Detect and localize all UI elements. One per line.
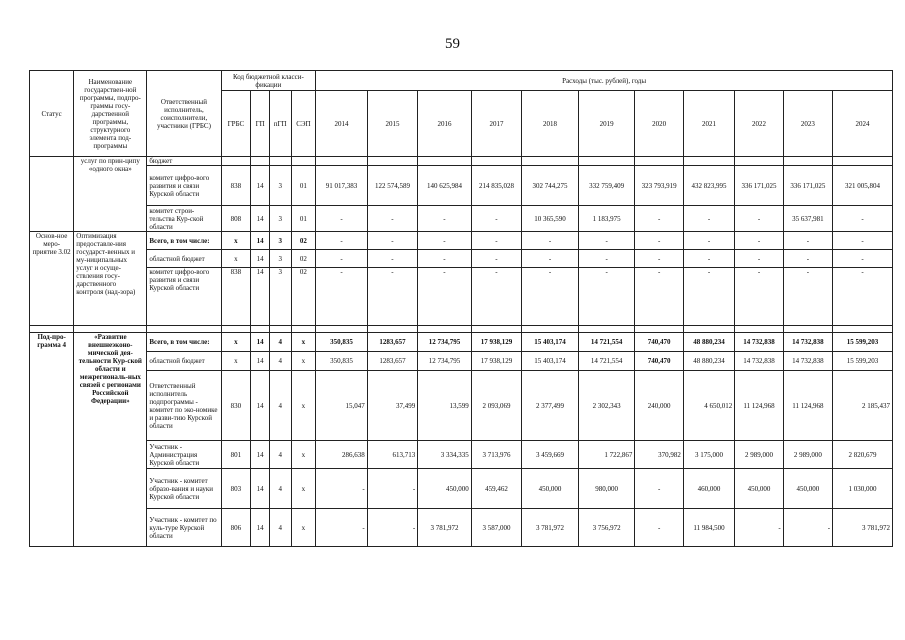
executor-cell: областной бюджет — [147, 250, 221, 268]
pgp-cell: 3 — [269, 232, 291, 250]
header-grbs: ГРБС — [221, 91, 251, 157]
value-cell: 332 759,409 — [578, 166, 635, 206]
name-cell: Оптимизация предоставле-ния государст-венных и му-ниципальных услуг и осуще-ствления госу-дарственного контроля (над-зора) — [74, 232, 147, 326]
grbs-cell: 838 — [221, 166, 251, 206]
value-cell: - — [635, 469, 683, 509]
sep-cell: x — [291, 333, 316, 352]
header-year: 2014 — [316, 91, 367, 157]
name-cell: услуг по прин-ципу «одного окна» — [74, 157, 147, 232]
value-cell: 459,462 — [471, 469, 521, 509]
value-cell: 91 017,383 — [316, 166, 367, 206]
header-year: 2020 — [635, 91, 683, 157]
value-cell: - — [735, 232, 783, 250]
value-cell — [471, 157, 521, 166]
value-cell: - — [367, 232, 417, 250]
value-cell: 15 599,203 — [833, 333, 893, 352]
value-cell: 302 744,275 — [522, 166, 579, 206]
value-cell: 14 721,554 — [578, 352, 635, 371]
header-year: 2021 — [683, 91, 734, 157]
value-cell: 2 989,000 — [783, 441, 832, 469]
page-number: 59 — [445, 36, 460, 52]
header-gp: ГП — [251, 91, 270, 157]
value-cell — [783, 157, 832, 166]
header-year: 2015 — [367, 91, 417, 157]
value-cell: 15 599,203 — [833, 352, 893, 371]
value-cell: - — [367, 268, 417, 326]
status-cell: Под-про-грамма 4 — [30, 333, 74, 547]
value-cell: 14 732,838 — [735, 352, 783, 371]
value-cell: - — [833, 268, 893, 326]
value-cell: 613,713 — [367, 441, 417, 469]
value-cell: - — [635, 206, 683, 232]
value-cell: 460,000 — [683, 469, 734, 509]
value-cell: 740,470 — [635, 352, 683, 371]
grbs-cell — [221, 157, 251, 166]
value-cell — [418, 157, 472, 166]
sep-cell: x — [291, 509, 316, 547]
separator-row — [30, 326, 893, 333]
gp-cell: 14 — [251, 441, 270, 469]
value-cell: 12 734,795 — [418, 352, 472, 371]
pgp-cell: 3 — [269, 166, 291, 206]
value-cell: - — [783, 509, 832, 547]
value-cell: 432 823,995 — [683, 166, 734, 206]
header-executor: Ответственный исполнитель, соисполнители, участники (ГРБС) — [147, 71, 221, 157]
gp-cell: 14 — [251, 352, 270, 371]
value-cell: 1283,657 — [367, 352, 417, 371]
sep-cell: x — [291, 371, 316, 441]
value-cell: - — [683, 206, 734, 232]
value-cell: - — [635, 232, 683, 250]
value-cell: - — [316, 268, 367, 326]
value-cell: 740,470 — [635, 333, 683, 352]
sep-cell: 01 — [291, 206, 316, 232]
value-cell: - — [683, 268, 734, 326]
header-pgp: пГП — [269, 91, 291, 157]
grbs-cell: x — [221, 352, 251, 371]
value-cell: - — [367, 206, 417, 232]
value-cell: - — [367, 469, 417, 509]
value-cell: 2 302,343 — [578, 371, 635, 441]
table-row — [30, 157, 893, 166]
value-cell: 37,499 — [367, 371, 417, 441]
value-cell: - — [683, 232, 734, 250]
header-status: Статус — [30, 71, 74, 157]
value-cell: 1 722,867 — [578, 441, 635, 469]
value-cell: 15,047 — [316, 371, 367, 441]
table-row — [30, 250, 893, 268]
value-cell: 140 625,984 — [418, 166, 472, 206]
value-cell: 3 781,972 — [418, 509, 472, 547]
value-cell: 1 030,000 — [833, 469, 893, 509]
grbs-cell: x — [221, 232, 251, 250]
value-cell: - — [783, 268, 832, 326]
value-cell: 2 989,000 — [735, 441, 783, 469]
value-cell: - — [471, 232, 521, 250]
value-cell: 1283,657 — [367, 333, 417, 352]
pgp-cell: 3 — [269, 206, 291, 232]
value-cell: 336 171,025 — [783, 166, 832, 206]
value-cell: 3 175,000 — [683, 441, 734, 469]
pgp-cell — [269, 157, 291, 166]
value-cell: 4 650,012 — [683, 371, 734, 441]
value-cell: - — [522, 268, 579, 326]
value-cell: - — [316, 250, 367, 268]
executor-cell: комитет цифро-вого развития и связи Курской области — [147, 268, 221, 326]
header-year: 2024 — [833, 91, 893, 157]
value-cell: 450,000 — [522, 469, 579, 509]
executor-cell: Участник - Администрация Курской области — [147, 441, 221, 469]
value-cell — [367, 157, 417, 166]
sep-cell: 02 — [291, 250, 316, 268]
value-cell: 12 734,795 — [418, 333, 472, 352]
value-cell — [578, 157, 635, 166]
status-cell: Основ-ное меро-приятие 3.02 — [30, 232, 74, 326]
header-year: 2023 — [783, 91, 832, 157]
value-cell: - — [316, 206, 367, 232]
executor-cell: бюджет — [147, 157, 221, 166]
value-cell: 3 587,000 — [471, 509, 521, 547]
value-cell: 35 637,981 — [783, 206, 832, 232]
grbs-cell: 803 — [221, 469, 251, 509]
gp-cell: 14 — [251, 469, 270, 509]
table-row — [30, 206, 893, 232]
value-cell: - — [316, 232, 367, 250]
sep-cell: x — [291, 352, 316, 371]
table-row — [30, 166, 893, 206]
gp-cell: 14 — [251, 232, 270, 250]
value-cell: 240,000 — [635, 371, 683, 441]
value-cell: 15 403,174 — [522, 352, 579, 371]
table-row — [30, 441, 893, 469]
value-cell: 11 124,968 — [735, 371, 783, 441]
value-cell: 17 938,129 — [471, 352, 521, 371]
grbs-cell: x — [221, 250, 251, 268]
sep-cell: 01 — [291, 166, 316, 206]
gp-cell: 14 — [251, 268, 270, 326]
sep-cell: x — [291, 441, 316, 469]
value-cell — [683, 157, 734, 166]
value-cell: 11 984,500 — [683, 509, 734, 547]
gp-cell: 14 — [251, 250, 270, 268]
value-cell: 3 459,669 — [522, 441, 579, 469]
value-cell: - — [471, 250, 521, 268]
value-cell — [735, 157, 783, 166]
header-year: 2022 — [735, 91, 783, 157]
value-cell: 3 781,972 — [833, 509, 893, 547]
value-cell: - — [833, 206, 893, 232]
value-cell: 122 574,589 — [367, 166, 417, 206]
value-cell: 3 781,972 — [522, 509, 579, 547]
value-cell: - — [683, 250, 734, 268]
grbs-cell: 801 — [221, 441, 251, 469]
value-cell: 14 732,838 — [783, 333, 832, 352]
budget-table — [29, 70, 893, 547]
value-cell: 214 835,028 — [471, 166, 521, 206]
value-cell: - — [735, 268, 783, 326]
value-cell: - — [578, 232, 635, 250]
value-cell: 11 124,968 — [783, 371, 832, 441]
sep-cell: 02 — [291, 268, 316, 326]
grbs-cell: 806 — [221, 509, 251, 547]
value-cell: 2 185,437 — [833, 371, 893, 441]
gp-cell: 14 — [251, 166, 270, 206]
pgp-cell: 4 — [269, 352, 291, 371]
value-cell: 13,599 — [418, 371, 472, 441]
value-cell: - — [735, 250, 783, 268]
header-row-1 — [30, 71, 893, 91]
header-expenses-group: Расходы (тыс. рублей), годы — [316, 71, 893, 91]
executor-cell: комитет строи-тельства Кур-ской области — [147, 206, 221, 232]
sep-cell: x — [291, 469, 316, 509]
gp-cell: 14 — [251, 206, 270, 232]
value-cell: 2 093,069 — [471, 371, 521, 441]
name-cell: «Развитие внешнеэконо-мической дея-тельности Кур-ской области и межрегиональ-ных связей с регионами Российской Федерации» — [74, 333, 147, 547]
value-cell: 323 793,919 — [635, 166, 683, 206]
executor-cell: комитет цифро-вого развития и связи Курской области — [147, 166, 221, 206]
value-cell: - — [783, 232, 832, 250]
value-cell: - — [833, 250, 893, 268]
value-cell: 14 732,838 — [783, 352, 832, 371]
value-cell — [522, 157, 579, 166]
table-row — [30, 509, 893, 547]
executor-cell: Участник - комитет по куль-туре Курской области — [147, 509, 221, 547]
value-cell: - — [316, 509, 367, 547]
value-cell: - — [735, 509, 783, 547]
gp-cell — [251, 157, 270, 166]
table-row — [30, 333, 893, 352]
header-sep: СЭП — [291, 91, 316, 157]
executor-cell: Участник - комитет образо-вания и науки Курской области — [147, 469, 221, 509]
pgp-cell: 4 — [269, 441, 291, 469]
value-cell — [833, 157, 893, 166]
pgp-cell: 4 — [269, 333, 291, 352]
executor-cell: Ответственный исполнитель подпрограммы - комитет по эко-номике и разви-тию Курской области — [147, 371, 221, 441]
gp-cell: 14 — [251, 371, 270, 441]
executor-cell: областной бюджет — [147, 352, 221, 371]
value-cell: 10 365,590 — [522, 206, 579, 232]
value-cell: 370,982 — [635, 441, 683, 469]
value-cell: 350,835 — [316, 352, 367, 371]
value-cell: 2 377,499 — [522, 371, 579, 441]
value-cell: 48 880,234 — [683, 333, 734, 352]
value-cell: 286,638 — [316, 441, 367, 469]
header-code-group: Код бюджетной класси-фикации — [221, 71, 316, 91]
grbs-cell: 830 — [221, 371, 251, 441]
table-row — [30, 232, 893, 250]
sep-cell — [291, 157, 316, 166]
value-cell: - — [367, 250, 417, 268]
pgp-cell: 3 — [269, 250, 291, 268]
value-cell: 321 005,804 — [833, 166, 893, 206]
value-cell: - — [418, 268, 472, 326]
value-cell: - — [783, 250, 832, 268]
sep-cell: 02 — [291, 232, 316, 250]
pgp-cell: 4 — [269, 469, 291, 509]
pgp-cell: 4 — [269, 371, 291, 441]
value-cell: - — [833, 232, 893, 250]
value-cell: - — [578, 268, 635, 326]
value-cell — [316, 157, 367, 166]
value-cell: 336 171,025 — [735, 166, 783, 206]
value-cell: - — [735, 206, 783, 232]
table-row — [30, 352, 893, 371]
value-cell: - — [635, 509, 683, 547]
pgp-cell: 4 — [269, 509, 291, 547]
executor-cell: Всего, в том числе: — [147, 333, 221, 352]
value-cell: - — [578, 250, 635, 268]
value-cell: 14 732,838 — [735, 333, 783, 352]
value-cell — [635, 157, 683, 166]
value-cell: 450,000 — [735, 469, 783, 509]
header-year: 2019 — [578, 91, 635, 157]
value-cell: - — [635, 250, 683, 268]
status-cell — [30, 157, 74, 232]
value-cell: - — [418, 232, 472, 250]
value-cell: 450,000 — [418, 469, 472, 509]
header-name: Наименование государствен-ной программы, подпро-граммы госу-дарственной программы, структурного элемента под-программы — [74, 71, 147, 157]
value-cell: 17 938,129 — [471, 333, 521, 352]
value-cell: - — [316, 469, 367, 509]
value-cell: - — [471, 206, 521, 232]
header-year: 2016 — [418, 91, 472, 157]
value-cell: 1 183,975 — [578, 206, 635, 232]
value-cell: 48 880,234 — [683, 352, 734, 371]
value-cell: 980,000 — [578, 469, 635, 509]
value-cell: 15 403,174 — [522, 333, 579, 352]
gp-cell: 14 — [251, 509, 270, 547]
value-cell: 3 756,972 — [578, 509, 635, 547]
grbs-cell: 808 — [221, 206, 251, 232]
grbs-cell: 838 — [221, 268, 251, 326]
value-cell: - — [522, 232, 579, 250]
value-cell: 350,835 — [316, 333, 367, 352]
header-year: 2017 — [471, 91, 521, 157]
gp-cell: 14 — [251, 333, 270, 352]
value-cell: 14 721,554 — [578, 333, 635, 352]
pgp-cell: 3 — [269, 268, 291, 326]
value-cell: - — [367, 509, 417, 547]
value-cell: - — [471, 268, 521, 326]
value-cell: - — [522, 250, 579, 268]
value-cell: 450,000 — [783, 469, 832, 509]
value-cell: 3 334,335 — [418, 441, 472, 469]
table-row — [30, 268, 893, 326]
header-year: 2018 — [522, 91, 579, 157]
value-cell: 3 713,976 — [471, 441, 521, 469]
value-cell: - — [635, 268, 683, 326]
value-cell: - — [418, 206, 472, 232]
executor-cell: Всего, в том числе: — [147, 232, 221, 250]
table-row — [30, 371, 893, 441]
value-cell: - — [418, 250, 472, 268]
grbs-cell: x — [221, 333, 251, 352]
table-row — [30, 469, 893, 509]
value-cell: 2 820,679 — [833, 441, 893, 469]
